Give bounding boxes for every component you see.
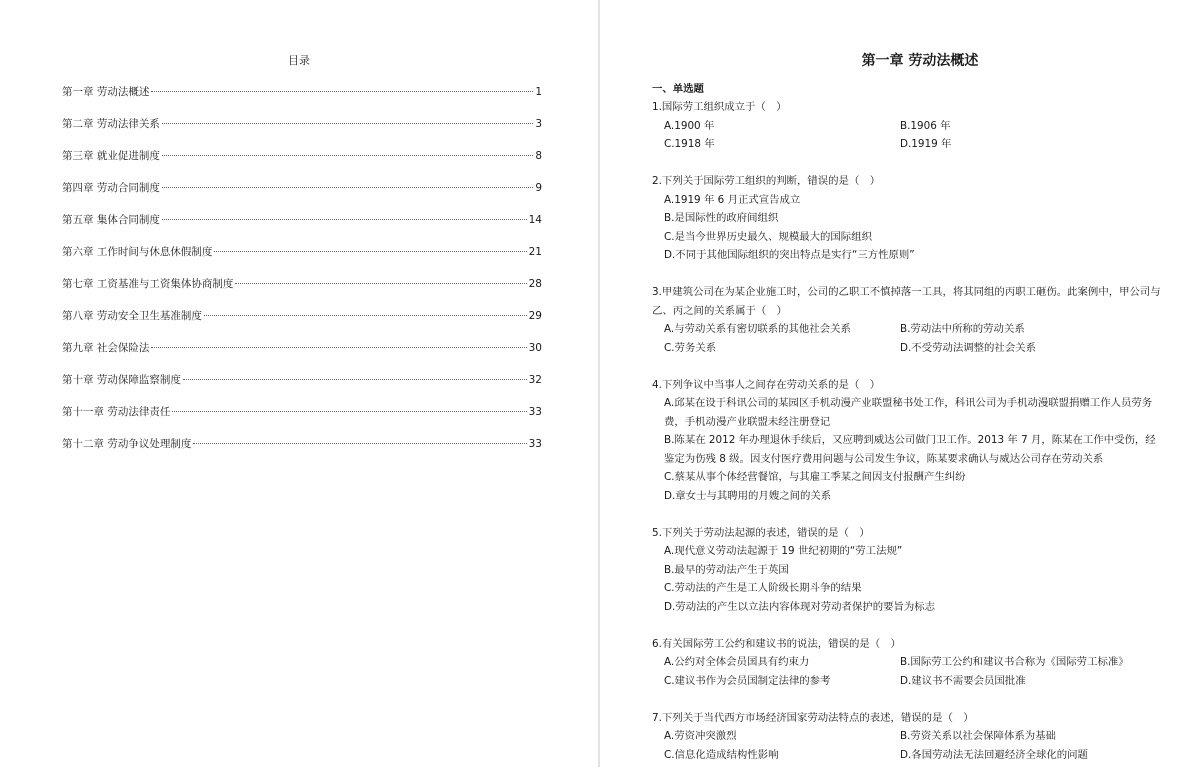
answer-options: [652, 191, 1162, 265]
question-stem: 4.下列争议中当事人之间存在劳动关系的是（ ）: [652, 378, 881, 391]
toc-entry-page: 30: [528, 342, 542, 354]
answer-options: [652, 117, 1162, 154]
question: [652, 172, 1162, 265]
toc-entry-page: 32: [528, 374, 542, 386]
answer-option: B.最早的劳动法产生于英国: [664, 563, 789, 576]
toc-entry-page: 1: [535, 86, 542, 98]
answer-option: A.劳资冲突激烈: [664, 730, 737, 742]
toc-entry-label: 第六章 工作时间与休息休假制度: [62, 246, 213, 258]
answer-option: A.邱某在设于科讯公司的某园区手机动漫产业联盟秘书处工作，科讯公司为手机动漫联盟捐赠工作人员劳务费，手机动漫产业联盟未经注册登记: [664, 397, 1153, 428]
toc-title: 目录: [288, 54, 310, 67]
toc-leader-dots: [204, 315, 527, 316]
toc-leader-dots: [214, 251, 526, 252]
answer-option: C.1918 年: [664, 138, 715, 150]
toc-entry-page: 14: [528, 214, 542, 226]
question: [652, 376, 1162, 506]
answer-option: C.劳动法的产生是工人阶级长期斗争的结果: [664, 582, 862, 594]
toc-entry[interactable]: [62, 404, 542, 436]
toc-leader-dots: [162, 123, 533, 124]
question-stem: 7.下列关于当代西方市场经济国家劳动法特点的表述，错误的是（ ）: [652, 711, 974, 724]
answer-option: C.信息化造成结构性影响: [664, 748, 779, 761]
toc-entry[interactable]: [62, 244, 542, 276]
answer-option: D.不受劳动法调整的社会关系: [900, 341, 1036, 354]
toc-leader-dots: [151, 91, 533, 92]
answer-option: C.建议书作为会员国制定法律的参考: [664, 674, 831, 687]
toc-entry[interactable]: [62, 116, 542, 148]
toc-leader-dots: [172, 411, 526, 412]
answer-option: A.1919 年 6 月正式宣告成立: [664, 193, 801, 206]
toc-list: [62, 84, 542, 468]
answer-option: B.1906 年: [900, 119, 951, 132]
toc-entry-page: 33: [528, 438, 542, 450]
toc-entry-label: 第四章 劳动合同制度: [62, 182, 160, 194]
toc-entry-page: 9: [535, 182, 542, 194]
toc-entry-page: 21: [528, 246, 542, 258]
toc-leader-dots: [193, 443, 526, 444]
toc-entry[interactable]: [62, 84, 542, 116]
question: [652, 283, 1162, 357]
toc-entry-label: 第九章 社会保险法: [62, 342, 150, 354]
toc-entry[interactable]: [62, 148, 542, 180]
question-stem: 2.下列关于国际劳工组织的判断，错误的是（ ）: [652, 175, 881, 187]
answer-option: B.劳动法中所称的劳动关系: [900, 323, 1025, 335]
question: [652, 98, 1162, 154]
answer-option: A.现代意义劳动法起源于 19 世纪初期的“劳工法规”: [664, 545, 903, 557]
section-title: 一、单选题: [652, 83, 704, 95]
answer-options: [652, 727, 1162, 764]
toc-entry-page: 3: [535, 118, 542, 130]
toc-entry[interactable]: [62, 180, 542, 212]
question-stem: 1.国际劳工组织成立于（ ）: [652, 101, 787, 113]
question-stem: 5.下列关于劳动法起源的表述，错误的是（ ）: [652, 526, 870, 539]
answer-option: C.是当今世界历史最久、规模最大的国际组织: [664, 230, 872, 243]
toc-leader-dots: [235, 283, 526, 284]
toc-entry-label: 第七章 工资基准与工资集体协商制度: [62, 278, 234, 290]
answer-option: D.不同于其他国际组织的突出特点是实行“三方性原则”: [664, 249, 915, 261]
toc-leader-dots: [162, 155, 533, 156]
toc-entry-label: 第三章 就业促进制度: [62, 150, 160, 162]
question: [652, 524, 1162, 617]
toc-entry[interactable]: [62, 212, 542, 244]
toc-leader-dots: [162, 219, 527, 220]
toc-entry[interactable]: [62, 308, 542, 340]
toc-entry-page: 8: [535, 150, 542, 162]
chapter-content: [652, 80, 1162, 783]
answer-option: C.劳务关系: [664, 341, 717, 354]
toc-entry-label: 第二章 劳动法律关系: [62, 118, 160, 130]
toc-entry-page: 28: [528, 278, 542, 290]
toc-entry-label: 第十一章 劳动法律责任: [62, 406, 171, 418]
answer-option: C.蔡某从事个体经营餐馆，与其雇工季某之间因支付报酬产生纠纷: [664, 471, 966, 483]
answer-option: A.1900 年: [664, 119, 715, 132]
answer-option: D.建议书不需要会员国批准: [900, 674, 1026, 687]
toc-entry[interactable]: [62, 276, 542, 308]
toc-entry-label: 第八章 劳动安全卫生基准制度: [62, 310, 202, 322]
answer-option: A.公约对全体会员国具有约束力: [664, 656, 810, 668]
toc-entry[interactable]: [62, 436, 542, 468]
toc-entry[interactable]: [62, 340, 542, 372]
answer-option: D.1919 年: [900, 138, 952, 150]
toc-entry-label: 第五章 集体合同制度: [62, 214, 160, 226]
toc-entry-label: 第一章 劳动法概述: [62, 86, 150, 98]
answer-option: D.章女士与其聘用的月嫂之间的关系: [664, 489, 832, 502]
answer-option: D.劳动法的产生以立法内容体现对劳动者保护的要旨为标志: [664, 600, 936, 613]
question-stem: 6.有关国际劳工公约和建议书的说法，错误的是（ ）: [652, 637, 901, 650]
answer-options: [652, 394, 1162, 505]
toc-entry-page: 33: [528, 406, 542, 418]
question: [652, 635, 1162, 691]
toc-leader-dots: [151, 347, 526, 348]
answer-option: A.与劳动关系有密切联系的其他社会关系: [664, 323, 851, 335]
answer-option: B.陈某在 2012 年办理退休手续后，又应聘到威达公司做门卫工作。2013 年 7 月，陈某在工作中受伤，经鉴定为伤残 8 级。因支付医疗费用问题与公司发生争议，陈某要求确认与威达公司存在劳动关系: [664, 434, 1156, 465]
toc-entry-label: 第十二章 劳动争议处理制度: [62, 438, 192, 450]
answer-options: [652, 542, 1162, 616]
toc-entry[interactable]: [62, 372, 542, 404]
chapter-page: [600, 0, 1190, 767]
toc-entry-page: 29: [528, 310, 542, 322]
answer-options: [652, 320, 1162, 357]
answer-option: B.劳资关系以社会保障体系为基础: [900, 730, 1056, 742]
question: [652, 709, 1162, 765]
answer-option: D.各国劳动法无法回避经济全球化的问题: [900, 748, 1088, 761]
answer-options: [652, 653, 1162, 690]
toc-entry-label: 第十章 劳动保障监察制度: [62, 374, 181, 386]
chapter-title: 第一章 劳动法概述: [861, 53, 979, 69]
toc-leader-dots: [162, 187, 533, 188]
question-stem: 3.甲建筑公司在为某企业施工时，公司的乙职工不慎掉落一工具，将其同组的丙职工砸伤。此案例中，甲公司与乙、丙之间的关系属于（ ）: [652, 286, 1161, 317]
toc-leader-dots: [183, 379, 527, 380]
toc-page: [0, 0, 598, 767]
answer-option: B.是国际性的政府间组织: [664, 212, 779, 224]
answer-option: B.国际劳工公约和建议书合称为《国际劳工标准》: [900, 656, 1129, 668]
